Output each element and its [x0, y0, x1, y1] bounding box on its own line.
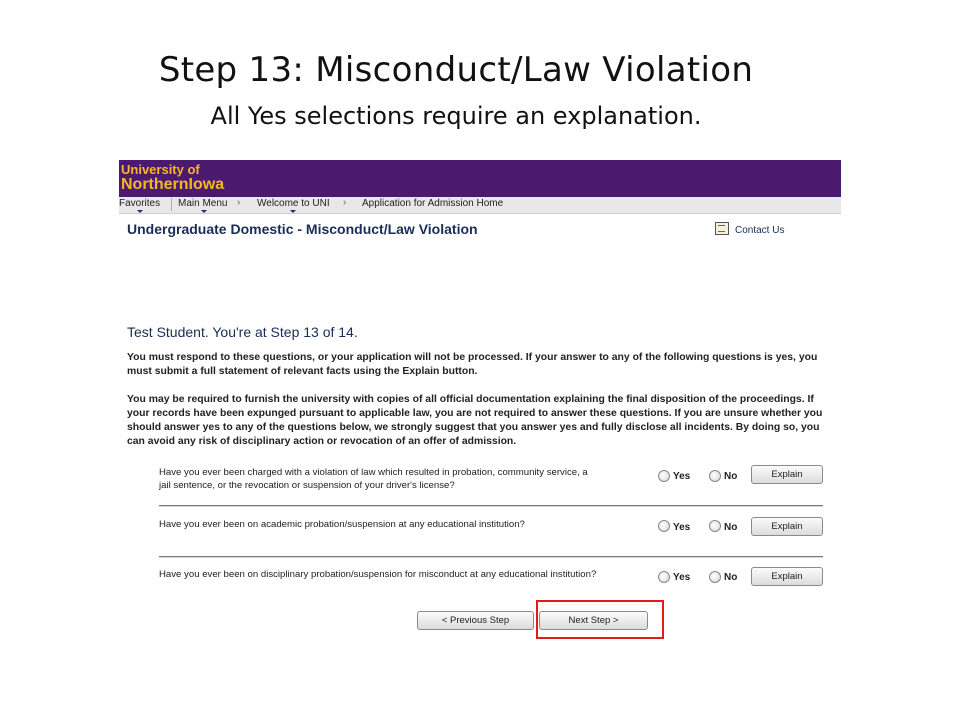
question-2-explain-button[interactable]: Explain — [751, 517, 823, 536]
slide-subtitle: All Yes selections require an explanation. — [210, 102, 702, 130]
question-2-no-label: No — [724, 522, 738, 533]
nav-item-favorites[interactable]: Favorites — [119, 198, 161, 209]
next-step-highlight-box — [536, 600, 664, 639]
favorites-dropdown-icon[interactable] — [137, 210, 143, 213]
nav-item-welcome[interactable]: Welcome to UNI — [257, 198, 330, 209]
breadcrumb-separator-icon: › — [237, 197, 241, 208]
previous-step-button[interactable]: < Previous Step — [417, 611, 534, 630]
slide-title: Step 13: Misconduct/Law Violation — [158, 50, 754, 90]
logo-line-2: NorthernIowa — [121, 176, 225, 193]
instructions-paragraph-2: You may be required to furnish the university with copies of all official documentation explaining the final disposition of the proceedings. If your records have been expunged pursuant to applicable law, you are not required to answer these questions. If you are unsure whether you should answer yes to any of the questions below, we strongly suggest that you answer yes and fully disclose all incidents. By doing so, you can avoid any risk of disciplinary action or revocation of an offer of admission. — [127, 394, 823, 447]
page-title: Undergraduate Domestic - Misconduct/Law Violation — [127, 221, 478, 237]
question-3-no-label: No — [724, 572, 738, 583]
breadcrumb-separator-icon: › — [343, 197, 347, 208]
step-progress-text: Test Student. You're at Step 13 of 14. — [127, 324, 358, 340]
header-banner — [119, 160, 841, 197]
question-3-yes-label: Yes — [673, 572, 691, 583]
logo-line-1: University of — [121, 162, 200, 177]
breadcrumb-nav — [119, 197, 841, 214]
welcome-dropdown-icon[interactable] — [290, 210, 296, 213]
question-3-yes-radio[interactable] — [658, 571, 670, 583]
question-1-yes-radio[interactable] — [658, 470, 670, 482]
nav-divider — [171, 198, 172, 211]
question-2-yes-radio[interactable] — [658, 520, 670, 532]
question-divider — [159, 556, 823, 558]
main-menu-dropdown-icon[interactable] — [201, 210, 207, 213]
question-3-no-radio[interactable] — [709, 571, 721, 583]
question-3-explain-button[interactable]: Explain — [751, 567, 823, 586]
university-logo[interactable] — [121, 162, 224, 192]
application-screenshot — [119, 160, 841, 640]
nav-item-main-menu[interactable]: Main Menu — [178, 198, 228, 209]
question-1-explain-button[interactable]: Explain — [751, 465, 823, 484]
mail-icon — [715, 222, 729, 235]
question-1-yes-label: Yes — [673, 471, 691, 482]
nav-item-admission-home[interactable]: Application for Admission Home — [362, 198, 504, 209]
question-2-no-radio[interactable] — [709, 520, 721, 532]
question-1-no-label: No — [724, 471, 738, 482]
question-1-no-radio[interactable] — [709, 470, 721, 482]
question-2-text: Have you ever been on academic probation/suspension at any educational institution? — [159, 519, 525, 530]
question-2-yes-label: Yes — [673, 522, 691, 533]
question-divider — [159, 505, 823, 507]
contact-us-label: Contact Us — [735, 225, 785, 236]
next-step-button[interactable]: Next Step > — [539, 611, 648, 630]
question-1-text: Have you ever been charged with a violation of law which resulted in probation, community service, a jail sentence, or the revocation or suspension of your driver's license? — [159, 467, 588, 491]
question-3-text: Have you ever been on disciplinary probation/suspension for misconduct at any educational institution? — [159, 569, 597, 580]
contact-us-link[interactable] — [715, 222, 784, 236]
instructions-paragraph-1: You must respond to these questions, or your application will not be processed. If your answer to any of the following questions is yes, you must submit a full statement of relevant facts using the Explain button. — [127, 352, 818, 377]
